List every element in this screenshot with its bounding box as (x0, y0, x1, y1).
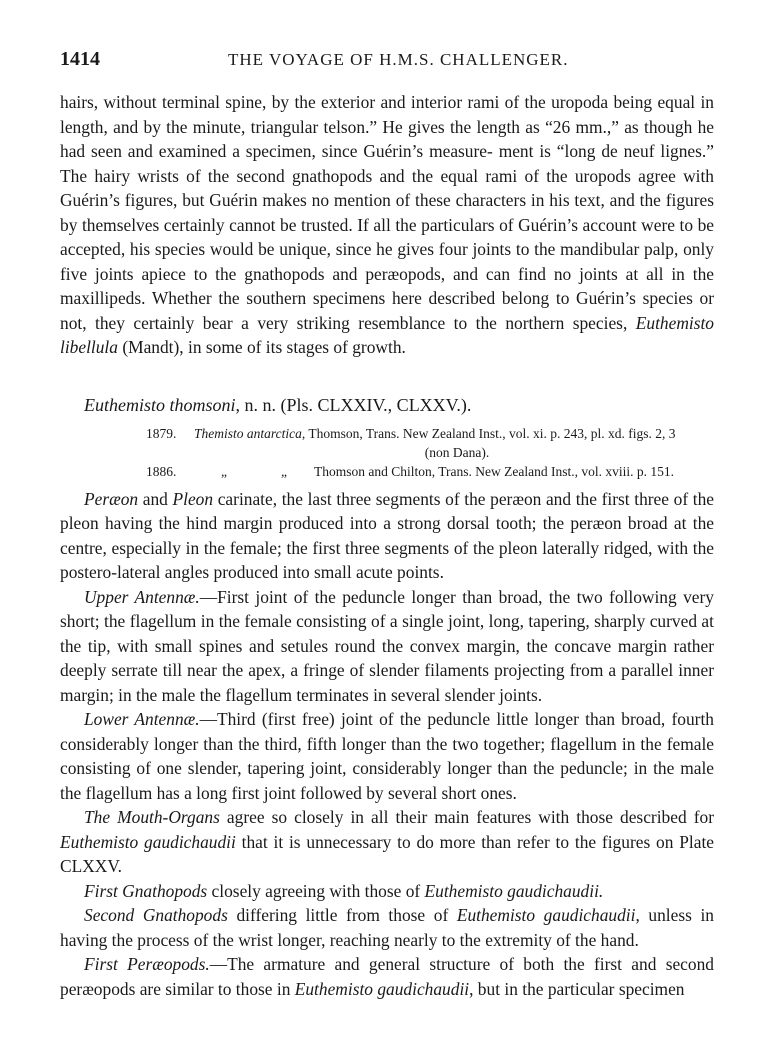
paragraph-text: , unless in having the process of the wrist longer, reaching nearly to the extremity of the hand. (60, 905, 714, 950)
species-heading-rest: , n. n. (Pls. CLXXIV., CLXXV.). (235, 394, 472, 415)
species-heading-name: Euthemisto thomsoni (84, 394, 236, 415)
species-name: Euthemisto gaudichaudii (60, 831, 236, 852)
synonymy-citation: Thomson and Chilton, Trans. New Zealand Inst., vol. xviii. p. 151. (314, 463, 674, 479)
section-lead: Peræon (84, 488, 139, 509)
species-name: Euthemisto gaudichaudii (456, 905, 636, 925)
synonymy-entry (60, 424, 714, 443)
ditto-mark: „ (281, 463, 287, 479)
paragraph-second-gnathopods (60, 903, 714, 952)
text-line: gnathopods and peræopods, and can find no joints at all in the maxillipeds. Whether (60, 263, 714, 308)
text-line: ment is “long de neuf lignes.” The hairy wrists of the second gnathopods and the (60, 141, 714, 186)
species-name: Euthemisto gaudichaudii. (424, 880, 604, 901)
text-line: bear a very striking resemblance to the northern species, (202, 312, 636, 333)
section-lead: Upper Antennæ. (84, 586, 200, 607)
section-lead: First Gnathopods (84, 880, 208, 901)
page-body (60, 90, 714, 1001)
ditto-mark: „ (221, 463, 227, 479)
page-number: 1414 (60, 48, 100, 70)
paragraph-mouth-organs (60, 805, 714, 879)
text-line: in some of its stages of growth. (188, 337, 406, 357)
section-lead: Pleon (172, 488, 214, 509)
text-line: unique, since he gives four joints to the mandibular palp, only five joints apiece to the (60, 239, 714, 284)
paragraph-text: —First joint of the peduncle longer than broad, the two following very short; the flagellum in the female consisting of a single joint, long, tapering, sharply curved at the tip, with small spines and setules round the convex margin, the concave margin rather deeply serrate till near the apex, a fringe of slender filaments projecting from a parallel inner margin; in the male the flagellum terminates in several slender joints. (60, 586, 714, 705)
text-line: the southern specimens here described belong to Guérin’s species or not, they certainly (60, 288, 714, 333)
species-name: Euthemisto libellula (60, 312, 714, 357)
paragraph-text: carinate, the last three segments of the peræon and the first three of the pleon having the hind margin produced into a strong dorsal tooth; the peræon broad at the centre, especially in the female; the first three segments of the pleon laterally ridged, with the postero-lateral angles produced into small acute points. (60, 488, 714, 582)
synonymy-year: 1879. (146, 425, 177, 441)
running-head: THE VOYAGE OF H.M.S. CHALLENGER. (228, 50, 569, 69)
paragraph-text: that it is unnecessary to do more than refer to the figures on Plate CLXXV. (60, 831, 714, 876)
paragraph-text: —Third (first free) joint of the peduncle little longer than broad, fourth considerably longer than the third, fifth longer than the two together; flagellum in the female consisting of one slender, tapering joint, considerably longer than the peduncle; in the male the flagellum has a long first joint followed by several short ones. (60, 709, 714, 803)
text-fragment: and (138, 488, 173, 509)
paragraph-text: , but in the particular specimen (469, 978, 685, 999)
paragraph-first-peraeopods (60, 952, 714, 1001)
synonymy-citation: , Thomson, Trans. New Zealand Inst., vol. xi. p. 243, pl. xd. figs. 2, 3 (301, 425, 676, 441)
synonymy-entry (60, 462, 714, 481)
section-lead: First Peræopods. (84, 954, 210, 974)
section-lead: Lower Antennæ. (84, 709, 200, 729)
section-lead: The Mouth-Organs (84, 807, 220, 827)
text-line: hairs, without terminal spine, by the exterior and interior rami of the uropoda being (60, 92, 653, 112)
text-line: “26 mm.,” as though he had seen and examined a specimen, since Guérin’s measure- (60, 116, 714, 161)
paragraph-text: differing little from those of (227, 905, 457, 925)
text-line: If all the particulars of Guérin’s account were to be accepted, his species would be (60, 214, 714, 259)
species-name: Euthemisto gaudichaudii (294, 978, 470, 999)
paragraph-first-gnathopods (60, 879, 714, 904)
text-line: equal rami of the uropods agree with Guérin’s figures, but Guérin makes no mention of (60, 165, 714, 210)
paragraph-upper-antennae (60, 585, 714, 708)
paragraph-text: agree so closely in all their main features with those described for (219, 807, 714, 827)
paragraph-text: —The armature and general structure of both the first and second peræopods are similar to those in (60, 954, 714, 999)
species-heading (60, 392, 714, 418)
paragraph-text: closely agreeing with those of (207, 880, 425, 901)
paragraph-peraeon (60, 487, 714, 585)
text-fragment: (Mandt), (117, 337, 184, 357)
page-header (60, 48, 714, 72)
section-lead: Second Gnathopods (84, 905, 228, 925)
paragraph-lower-antennae (60, 707, 714, 805)
text-line: equal in length, and by the minute, triangular telson.” He gives the length as (60, 92, 714, 137)
synonymy-note: (non Dana). (424, 444, 490, 460)
text-line: these characters in his text, and the figures by themselves certainly cannot be trusted. (60, 190, 714, 235)
synonymy-year: 1886. (146, 463, 177, 479)
synonymy-ref (194, 424, 714, 443)
synonymy-name: Themisto antarctica (194, 425, 302, 441)
continued-paragraph (60, 90, 714, 360)
